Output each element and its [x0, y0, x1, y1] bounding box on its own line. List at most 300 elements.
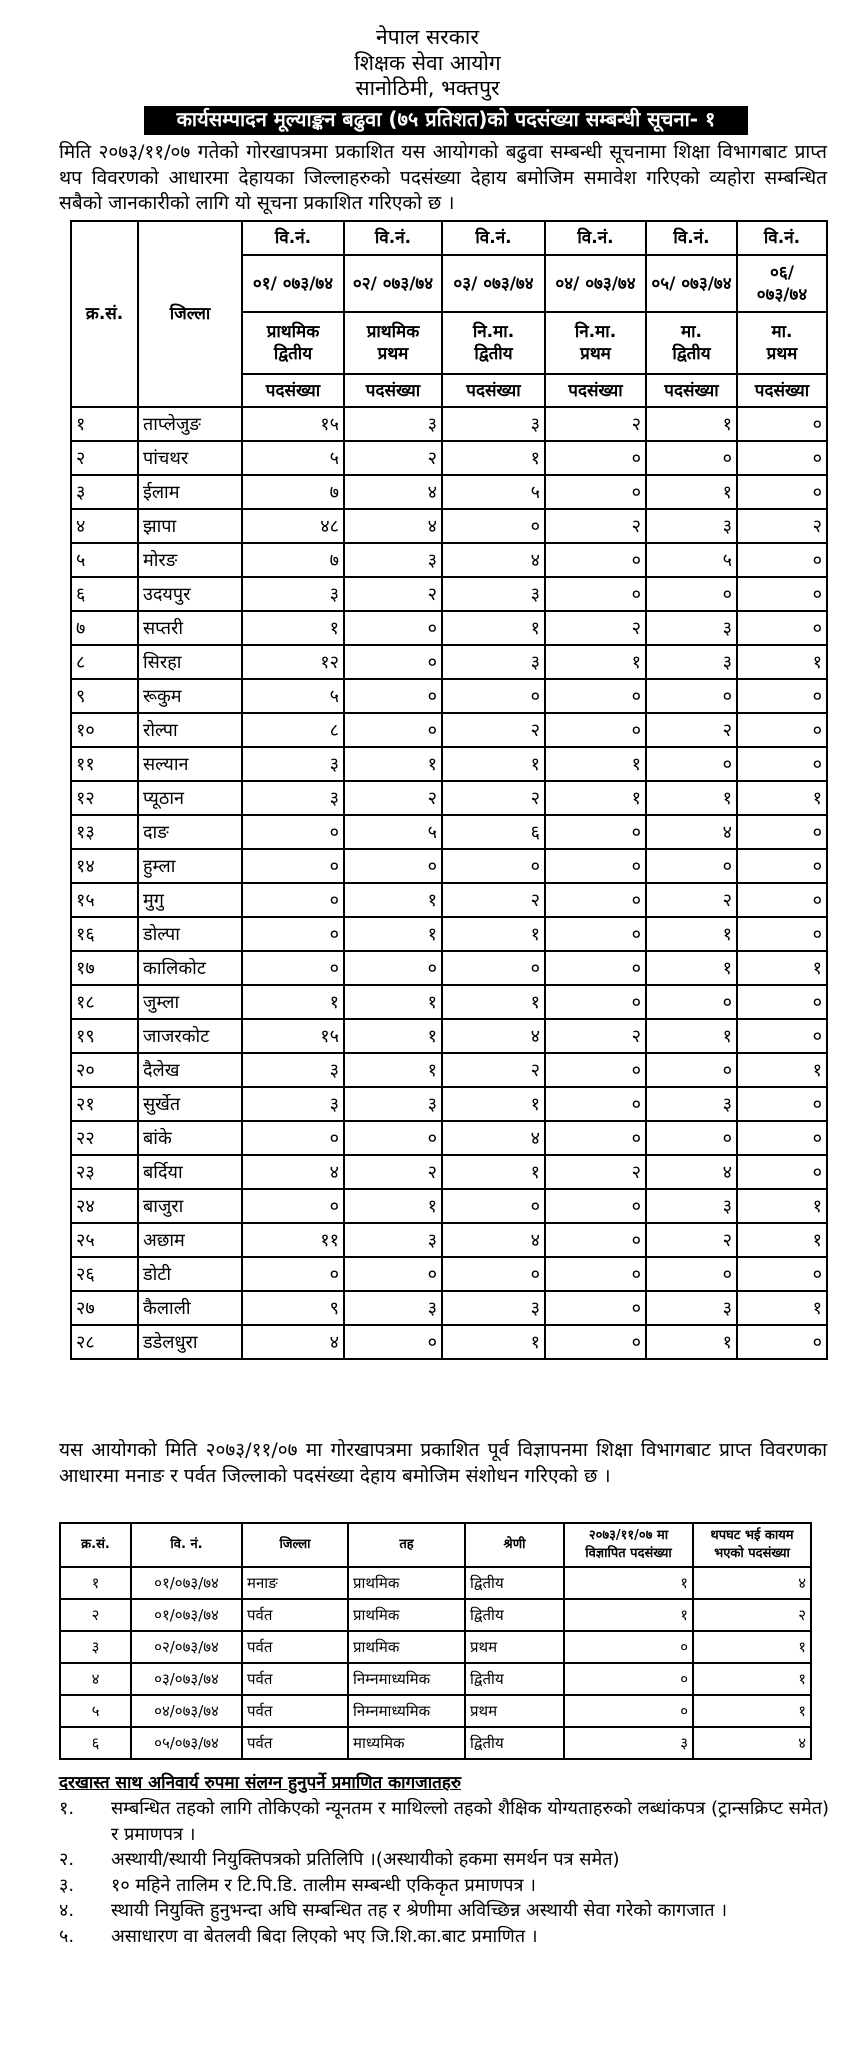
district-cell: मोरङ	[138, 543, 242, 577]
adv-number: ०२/ ०७३/७४	[344, 255, 442, 312]
post-count-cell: ०	[545, 883, 646, 917]
post-count-cell: ०	[545, 1087, 646, 1121]
district-posts-table	[70, 220, 828, 1360]
post-count-label: पदसंख्या	[242, 374, 344, 407]
district-cell: रूकुम	[138, 679, 242, 713]
post-count-cell: ४	[344, 509, 442, 543]
table-row	[71, 849, 827, 883]
post-count-cell: ०	[737, 543, 827, 577]
serial-cell: ८	[71, 645, 138, 679]
column-header: थपघट भई कायम भएको पदसंख्या	[693, 1523, 811, 1567]
district-cell: सप्तरी	[138, 611, 242, 645]
serial-cell: ३	[60, 1631, 131, 1663]
item-text: अस्थायी/स्थायी नियुक्तिपत्रको प्रतिलिपि ।(अस्थायीको हकमा समर्थन पत्र समेत)	[111, 1849, 620, 1870]
district-cell: बर्दिया	[138, 1155, 242, 1189]
post-count-cell: ०	[737, 1087, 827, 1121]
district-cell: पर्वत	[242, 1599, 348, 1631]
post-count-cell: ०	[344, 679, 442, 713]
adv-number-cell: ०१/०७३/७४	[131, 1567, 242, 1599]
item-number: १.	[59, 1798, 75, 1819]
post-count-cell: १	[737, 1189, 827, 1223]
table-row	[60, 1567, 811, 1599]
post-count-cell: ३	[242, 747, 344, 781]
serial-cell: २०	[71, 1053, 138, 1087]
table-row	[71, 985, 827, 1019]
post-count-cell: १	[646, 951, 737, 985]
post-count-cell: ३	[344, 1223, 442, 1257]
serial-cell: १	[60, 1567, 131, 1599]
serial-cell: २६	[71, 1257, 138, 1291]
level-cell: प्राथमिक	[348, 1599, 465, 1631]
post-count-cell: ०	[442, 509, 545, 543]
table-row	[71, 645, 827, 679]
column-header: २०७३/११/०७ मा विज्ञापित पदसंख्या	[564, 1523, 693, 1567]
post-count-cell: ०	[737, 713, 827, 747]
adv-number-cell: ०३/०७३/७४	[131, 1663, 242, 1695]
column-header: वि. नं.	[131, 1523, 242, 1567]
list-item	[59, 1898, 829, 1924]
post-count-cell: ०	[545, 441, 646, 475]
post-count-cell: २	[545, 611, 646, 645]
table-row	[60, 1663, 811, 1695]
post-count-cell: १	[344, 1189, 442, 1223]
item-text: असाधारण वा बेतलवी बिदा लिएको भए जि.शि.का.बाट प्रमाणित ।	[111, 1925, 538, 1947]
advertised-posts-cell: ०	[564, 1631, 693, 1663]
district-cell: डोल्पा	[138, 917, 242, 951]
serial-cell: १४	[71, 849, 138, 883]
serial-cell: २३	[71, 1155, 138, 1189]
post-count-cell: ०	[442, 849, 545, 883]
post-count-cell: ०	[545, 1257, 646, 1291]
serial-cell: २१	[71, 1087, 138, 1121]
post-count-cell: ०	[646, 441, 737, 475]
serial-cell: १६	[71, 917, 138, 951]
revised-posts-cell: १	[693, 1663, 811, 1695]
post-count-cell: २	[344, 577, 442, 611]
serial-cell: ४	[71, 509, 138, 543]
post-count-cell: ०	[242, 849, 344, 883]
post-count-cell: ३	[344, 1087, 442, 1121]
table-row	[71, 1325, 827, 1359]
post-count-cell: ३	[442, 407, 545, 441]
post-count-cell: ०	[737, 407, 827, 441]
post-count-cell: ०	[545, 1121, 646, 1155]
serial-header: क्र.सं.	[71, 221, 138, 407]
post-count-cell: ३	[442, 577, 545, 611]
serial-cell: १९	[71, 1019, 138, 1053]
post-count-cell: ०	[545, 543, 646, 577]
post-count-cell: ०	[646, 849, 737, 883]
district-cell: डडेलधुरा	[138, 1325, 242, 1359]
table-row	[71, 713, 827, 747]
table-row	[60, 1599, 811, 1631]
post-count-cell: १	[737, 781, 827, 815]
district-cell: जुम्ला	[138, 985, 242, 1019]
district-cell: पर्वत	[242, 1631, 348, 1663]
post-count-cell: ०	[737, 441, 827, 475]
table-row	[71, 1189, 827, 1223]
commission-name: शिक्षक सेवा आयोग	[354, 51, 501, 75]
post-count-cell: ०	[545, 1223, 646, 1257]
serial-cell: २	[71, 441, 138, 475]
class: प्रथम	[377, 344, 409, 364]
post-count-cell: ०	[545, 577, 646, 611]
post-count-cell: ०	[242, 1257, 344, 1291]
table-row	[60, 1727, 811, 1759]
post-count-cell: ३	[242, 1053, 344, 1087]
post-count-cell: १	[646, 1019, 737, 1053]
adv-number-cell: ०२/०७३/७४	[131, 1631, 242, 1663]
post-count-cell: ०	[737, 1019, 827, 1053]
level-cell: प्राथमिक	[348, 1567, 465, 1599]
post-count-cell: २	[442, 781, 545, 815]
post-count-cell: ०	[545, 679, 646, 713]
post-count-cell: ०	[646, 679, 737, 713]
post-count-cell: ३	[344, 543, 442, 577]
class-cell: प्रथम	[465, 1695, 564, 1727]
post-count-label: पदसंख्या	[646, 374, 737, 407]
post-count-cell: १	[344, 985, 442, 1019]
table-row	[71, 951, 827, 985]
post-count-cell: ०	[737, 679, 827, 713]
table-row	[60, 1695, 811, 1727]
district-cell: प्यूठान	[138, 781, 242, 815]
class: द्वितीय	[273, 344, 313, 364]
adv-label: वि.नं.	[442, 221, 545, 255]
column-header: श्रेणी	[465, 1523, 564, 1567]
post-count-cell: ३	[344, 407, 442, 441]
post-count-cell: ०	[737, 815, 827, 849]
adv-label: वि.नं.	[737, 221, 827, 255]
adv-number: ०१/ ०७३/७४	[242, 255, 344, 312]
district-cell: दाङ	[138, 815, 242, 849]
post-count-cell: ०	[545, 985, 646, 1019]
serial-cell: १५	[71, 883, 138, 917]
post-count-cell: २	[646, 883, 737, 917]
post-count-cell: ३	[646, 645, 737, 679]
post-count-cell: ०	[646, 985, 737, 1019]
class-cell: प्रथम	[465, 1631, 564, 1663]
serial-cell: १२	[71, 781, 138, 815]
revised-posts-cell: २	[693, 1599, 811, 1631]
level: मा.	[680, 322, 703, 342]
post-count-cell: ३	[344, 1291, 442, 1325]
serial-cell: २८	[71, 1325, 138, 1359]
advertised-posts-cell: ३	[564, 1727, 693, 1759]
advertised-posts-cell: ०	[564, 1663, 693, 1695]
district-cell: सल्यान	[138, 747, 242, 781]
post-count-label: पदसंख्या	[737, 374, 827, 407]
table-row	[71, 1155, 827, 1189]
table-row	[71, 543, 827, 577]
district-cell: कालिकोट	[138, 951, 242, 985]
post-count-cell: ६	[442, 815, 545, 849]
list-item	[59, 1924, 829, 1950]
table-row	[71, 1087, 827, 1121]
post-count-cell: ०	[344, 1257, 442, 1291]
district-cell: मनाङ	[242, 1567, 348, 1599]
serial-cell: ५	[60, 1695, 131, 1727]
table-row	[71, 917, 827, 951]
district-cell: कैलाली	[138, 1291, 242, 1325]
post-count-cell: ०	[737, 883, 827, 917]
post-count-cell: ८	[242, 713, 344, 747]
post-count-cell: ०	[242, 1121, 344, 1155]
notice-title: कार्यसम्पादन मूल्याङ्कन बढुवा (७५ प्रतिशत)को पदसंख्या सम्बन्धी सूचना- १	[144, 106, 748, 135]
adv-label: वि.नं.	[344, 221, 442, 255]
post-count-cell: ०	[646, 747, 737, 781]
serial-cell: ११	[71, 747, 138, 781]
post-count-cell: ३	[242, 781, 344, 815]
post-count-cell: ५	[442, 475, 545, 509]
adv-number-cell: ०४/०७३/७४	[131, 1695, 242, 1727]
post-count-cell: ०	[344, 951, 442, 985]
serial-cell: १३	[71, 815, 138, 849]
post-count-cell: ०	[737, 475, 827, 509]
post-count-cell: ०	[344, 645, 442, 679]
district-cell: रोल्पा	[138, 713, 242, 747]
post-count-cell: ०	[442, 1189, 545, 1223]
district-cell: झापा	[138, 509, 242, 543]
item-text: १० महिने तालिम र टि.पि.डि. तालीम सम्बन्धी एकिकृत प्रमाणपत्र ।	[111, 1874, 536, 1896]
post-count-cell: ०	[545, 713, 646, 747]
list-item	[59, 1847, 829, 1873]
adv-number-cell: ०१/०७३/७४	[131, 1599, 242, 1631]
district-cell: पर्वत	[242, 1663, 348, 1695]
post-count-cell: २	[646, 713, 737, 747]
post-count-cell: ०	[545, 475, 646, 509]
post-count-cell: १	[545, 645, 646, 679]
advertised-posts-cell: १	[564, 1567, 693, 1599]
district-cell: ईलाम	[138, 475, 242, 509]
district-cell: सुर्खेत	[138, 1087, 242, 1121]
post-count-cell: ३	[646, 1291, 737, 1325]
serial-cell: ६	[60, 1727, 131, 1759]
post-count-cell: ७	[242, 475, 344, 509]
item-text: सम्बन्धित तहको लागि तोकिएको न्यूनतम र माथिल्लो तहको शैक्षिक योग्यताहरुको लब्धांकपत्र (ट्रान्सक्रिप्ट समेत) र प्रमाणपत्र ।	[111, 1798, 829, 1845]
post-count-cell: २	[344, 1155, 442, 1189]
post-count-cell: २	[442, 1053, 545, 1087]
level-cell: माध्यमिक	[348, 1727, 465, 1759]
post-count-cell: ३	[646, 509, 737, 543]
post-count-cell: ७	[242, 543, 344, 577]
table-row	[71, 1257, 827, 1291]
table-row	[71, 679, 827, 713]
table-row	[71, 475, 827, 509]
post-count-cell: १	[442, 1325, 545, 1359]
post-count-cell: ५	[344, 815, 442, 849]
post-count-cell: १५	[242, 407, 344, 441]
revised-posts-cell: १	[693, 1695, 811, 1727]
post-count-cell: ०	[737, 747, 827, 781]
adv-number: ०४/ ०७३/७४	[545, 255, 646, 312]
post-count-cell: १	[242, 985, 344, 1019]
table-row	[60, 1631, 811, 1663]
district-cell: बाजुरा	[138, 1189, 242, 1223]
post-count-cell: ०	[737, 1121, 827, 1155]
post-count-cell: १	[442, 917, 545, 951]
post-count-cell: ४	[442, 1019, 545, 1053]
district-cell: मुगु	[138, 883, 242, 917]
level: प्राथमिक	[366, 322, 420, 342]
district-cell: बांके	[138, 1121, 242, 1155]
table-row	[71, 577, 827, 611]
government-name: नेपाल सरकार	[376, 25, 479, 49]
serial-cell: ५	[71, 543, 138, 577]
revised-posts-cell: १	[693, 1631, 811, 1663]
post-count-cell: १	[344, 917, 442, 951]
post-count-cell: ०	[545, 1053, 646, 1087]
level-cell: प्राथमिक	[348, 1631, 465, 1663]
table-row	[71, 1291, 827, 1325]
post-count-cell: ०	[545, 1325, 646, 1359]
post-count-cell: १५	[242, 1019, 344, 1053]
post-count-cell: १	[442, 985, 545, 1019]
item-number: ३.	[59, 1874, 75, 1896]
district-header: जिल्ला	[138, 221, 242, 407]
serial-cell: ३	[71, 475, 138, 509]
post-count-cell: ५	[646, 543, 737, 577]
post-count-cell: ०	[646, 1053, 737, 1087]
post-count-cell: ०	[646, 1257, 737, 1291]
post-count-cell: ०	[242, 917, 344, 951]
post-count-cell: १	[646, 917, 737, 951]
district-cell: सिरहा	[138, 645, 242, 679]
advertised-posts-cell: १	[564, 1599, 693, 1631]
post-count-cell: ०	[545, 1189, 646, 1223]
post-count-cell: ४	[442, 543, 545, 577]
post-count-cell: १	[737, 1053, 827, 1087]
post-count-cell: ४८	[242, 509, 344, 543]
list-item	[59, 1873, 829, 1899]
post-count-cell: ४	[646, 815, 737, 849]
post-count-cell: १	[646, 781, 737, 815]
class-cell: द्वितीय	[465, 1599, 564, 1631]
class: प्रथम	[766, 344, 798, 364]
post-count-cell: ४	[646, 1155, 737, 1189]
class-cell: द्वितीय	[465, 1663, 564, 1695]
post-count-cell: ५	[242, 441, 344, 475]
district-cell: हुम्ला	[138, 849, 242, 883]
post-count-cell: ०	[545, 1291, 646, 1325]
serial-cell: २५	[71, 1223, 138, 1257]
post-count-cell: ११	[242, 1223, 344, 1257]
post-count-label: पदसंख्या	[545, 374, 646, 407]
post-count-cell: २	[646, 1223, 737, 1257]
revised-posts-cell: ४	[693, 1727, 811, 1759]
post-count-cell: ४	[242, 1155, 344, 1189]
post-count-cell: २	[344, 441, 442, 475]
post-count-cell: ०	[344, 1121, 442, 1155]
table-row	[71, 1121, 827, 1155]
class-cell: द्वितीय	[465, 1567, 564, 1599]
adv-number: ०६/ ०७३/७४	[737, 255, 827, 312]
post-count-cell: ४	[242, 1325, 344, 1359]
district-cell: जाजरकोट	[138, 1019, 242, 1053]
class: द्वितीय	[672, 344, 711, 364]
serial-cell: २	[60, 1599, 131, 1631]
serial-cell: २४	[71, 1189, 138, 1223]
post-count-cell: १	[737, 1223, 827, 1257]
table-row	[71, 441, 827, 475]
table-row	[71, 1019, 827, 1053]
post-count-cell: ०	[442, 951, 545, 985]
post-count-cell: ३	[646, 1087, 737, 1121]
post-count-cell: ३	[442, 645, 545, 679]
post-count-cell: २	[545, 1019, 646, 1053]
item-number: २.	[59, 1849, 75, 1870]
table-row	[71, 1053, 827, 1087]
adv-number: ०५/ ०७३/७४	[646, 255, 737, 312]
column-header: क्र.सं.	[60, 1523, 131, 1567]
required-documents-list	[59, 1796, 829, 1949]
serial-cell: १	[71, 407, 138, 441]
table-row	[71, 747, 827, 781]
post-count-cell: १	[442, 747, 545, 781]
adv-label: वि.नं.	[545, 221, 646, 255]
required-documents-heading: दरखास्त साथ अनिवार्य रुपमा संलग्न हुनुपर्ने प्रमाणित कागजातहरु	[59, 1773, 462, 1793]
post-count-cell: १	[545, 781, 646, 815]
post-count-cell: १	[646, 475, 737, 509]
post-count-cell: ०	[344, 849, 442, 883]
level: प्राथमिक	[266, 322, 320, 342]
post-count-cell: ४	[442, 1121, 545, 1155]
district-cell: अछाम	[138, 1223, 242, 1257]
post-count-cell: १	[442, 1155, 545, 1189]
post-count-cell: ०	[737, 1325, 827, 1359]
post-count-cell: ०	[737, 849, 827, 883]
post-count-cell: ०	[737, 917, 827, 951]
serial-cell: १०	[71, 713, 138, 747]
post-count-label: पदसंख्या	[442, 374, 545, 407]
level-cell: निम्नमाध्यमिक	[348, 1695, 465, 1727]
advertised-posts-cell: ०	[564, 1695, 693, 1727]
district-cell: दैलेख	[138, 1053, 242, 1087]
post-count-cell: ४	[442, 1223, 545, 1257]
district-cell: पर्वत	[242, 1695, 348, 1727]
serial-cell: १८	[71, 985, 138, 1019]
post-count-cell: ०	[344, 611, 442, 645]
column-header: जिल्ला	[242, 1523, 348, 1567]
post-count-cell: १	[344, 1019, 442, 1053]
level: मा.	[771, 322, 793, 342]
adv-number-cell: ०५/०७३/७४	[131, 1727, 242, 1759]
serial-cell: २२	[71, 1121, 138, 1155]
post-count-cell: २	[545, 407, 646, 441]
item-text: स्थायी नियुक्ति हुनुभन्दा अघि सम्बन्धित तह र श्रेणीमा अविच्छिन्न अस्थायी सेवा गरेको कागजात ।	[111, 1900, 728, 1921]
level-cell: निम्नमाध्यमिक	[348, 1663, 465, 1695]
post-count-cell: २	[442, 713, 545, 747]
post-count-cell: १	[442, 611, 545, 645]
item-number: ५.	[59, 1925, 75, 1947]
post-count-cell: १	[646, 1325, 737, 1359]
table-row	[71, 407, 827, 441]
list-item	[59, 1796, 829, 1847]
level: नि.मा.	[472, 322, 515, 342]
column-header: तह	[348, 1523, 465, 1567]
serial-cell: १७	[71, 951, 138, 985]
post-count-cell: २	[442, 883, 545, 917]
post-count-cell: १	[242, 611, 344, 645]
post-count-cell: १	[442, 441, 545, 475]
post-count-cell: १२	[242, 645, 344, 679]
post-count-cell: ०	[344, 713, 442, 747]
district-cell: डोटी	[138, 1257, 242, 1291]
table-row	[71, 781, 827, 815]
post-count-cell: ९	[242, 1291, 344, 1325]
class-cell: द्वितीय	[465, 1727, 564, 1759]
post-count-cell: ०	[737, 985, 827, 1019]
